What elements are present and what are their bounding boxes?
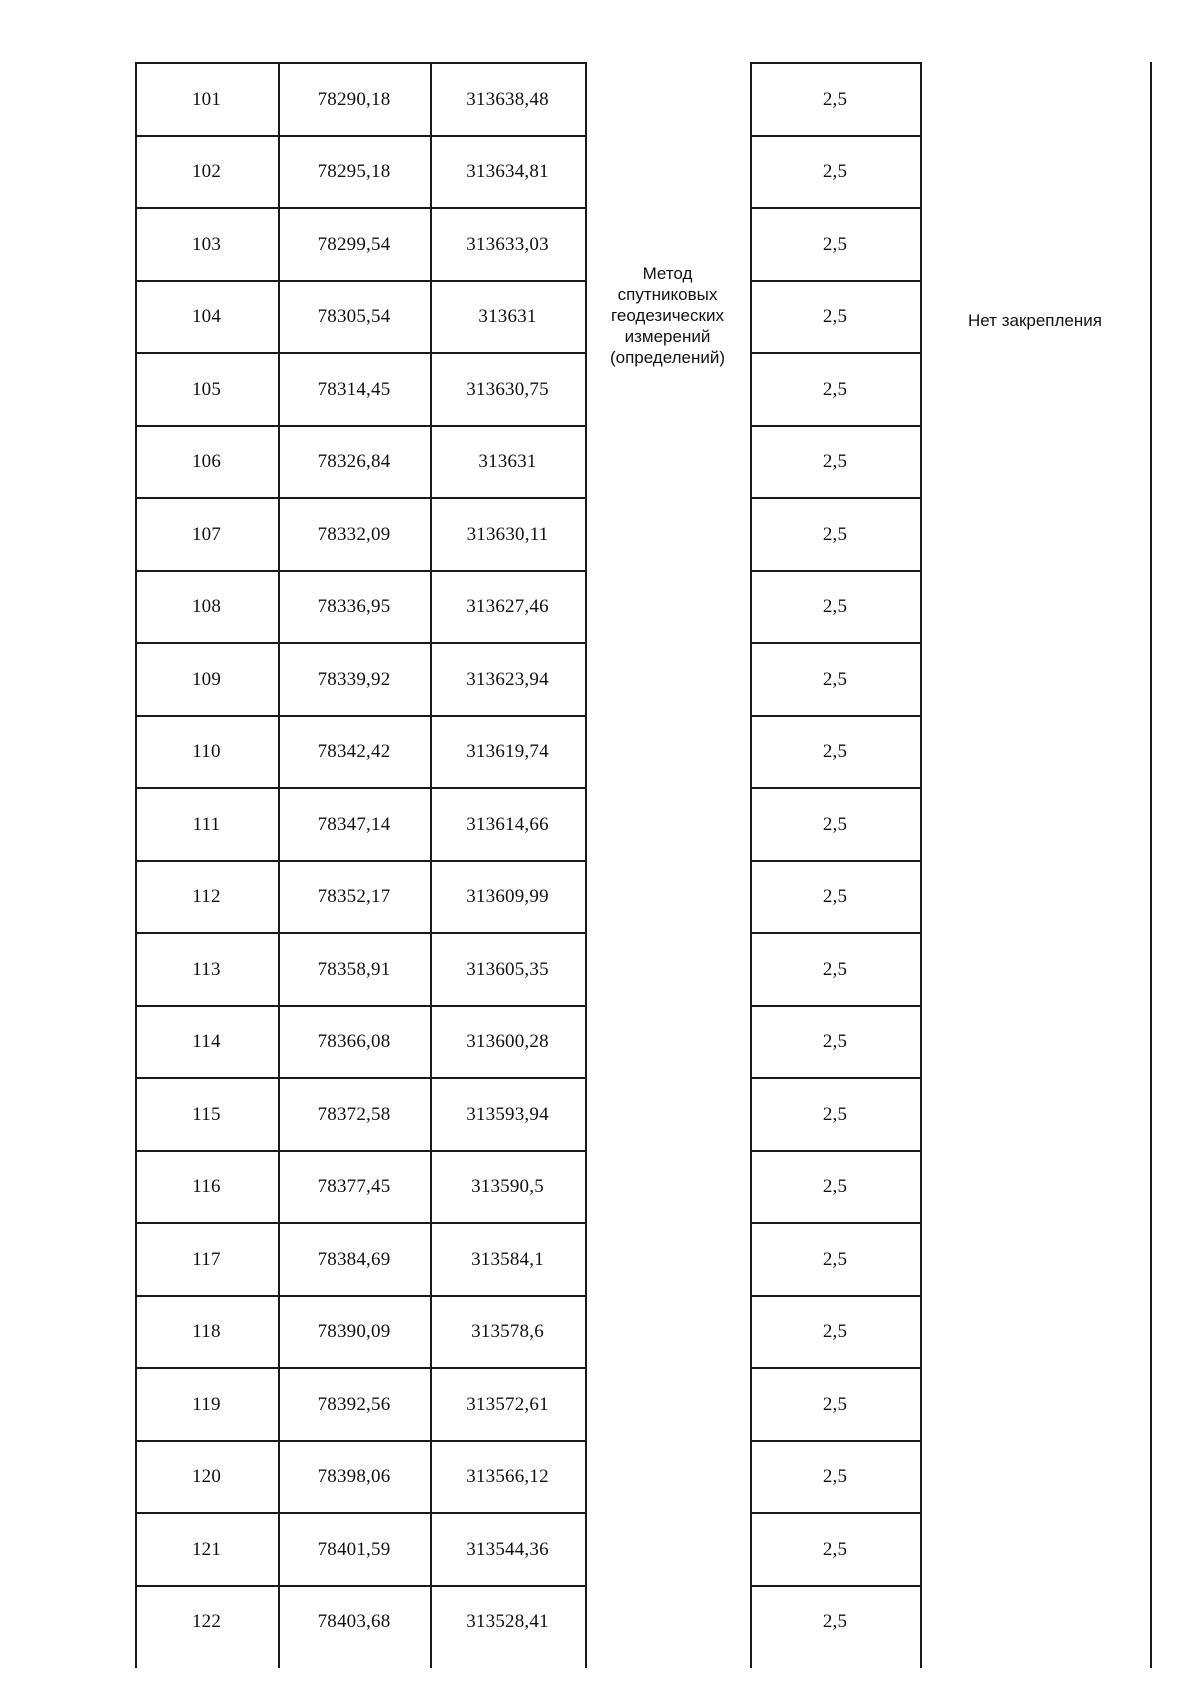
accuracy-cell: 2,5 [822,1031,848,1052]
y-coordinate-cell: 313572,61 [466,1393,549,1415]
y-coordinate-cell: 313544,36 [466,1538,549,1560]
y-coordinate-cell: 313630,75 [466,378,549,400]
y-coordinate-cell: 313614,66 [466,813,549,835]
y-coordinate-cell: 313638,48 [466,88,549,110]
accuracy-cell: 2,5 [822,451,848,472]
point-number-cell: 120 [191,1466,222,1487]
accuracy-column-line [920,62,922,1668]
y-coordinate-cell: 313631 [478,451,537,472]
y-coordinate-cell: 313528,41 [466,1611,549,1632]
accuracy-cell: 2,5 [822,1176,848,1197]
y-coordinate-cell: 313584,1 [471,1248,544,1270]
x-coordinate-cell: 78295,18 [317,161,391,182]
point-number-cell: 112 [192,886,221,907]
accuracy-cell: 2,5 [822,596,848,617]
x-coordinate-cell: 78314,45 [317,378,391,400]
x-coordinate-cell: 78377,45 [317,1176,391,1197]
right-border-line [1150,62,1152,1668]
point-number-cell: 114 [192,1031,221,1052]
y-coordinate-cell: 313600,28 [466,1031,549,1052]
point-number-cell: 115 [192,1103,221,1125]
x-coordinate-cell: 78401,59 [317,1538,391,1560]
accuracy-cell: 2,5 [822,161,848,182]
y-coordinate-cell: 313627,46 [466,596,549,617]
x-coordinate-cell: 78403,68 [317,1611,391,1632]
x-coordinate-cell: 78347,14 [317,813,391,835]
y-coordinate-cell: 313566,12 [466,1466,549,1487]
accuracy-cell: 2,5 [822,306,848,327]
accuracy-cell: 2,5 [822,233,848,255]
accuracy-cell: 2,5 [822,813,848,835]
y-coordinate-cell: 313593,94 [466,1103,549,1125]
point-number-cell: 117 [192,1248,221,1270]
point-number-cell: 113 [192,958,221,980]
y-coordinate-cell: 313630,11 [466,523,549,545]
point-number-cell: 110 [192,741,221,762]
accuracy-cell: 2,5 [822,886,848,907]
x-coordinate-cell: 78336,95 [317,596,391,617]
method-note: Метод спутниковых геодезических измерений (определений) [609,263,726,367]
accuracy-cell: 2,5 [822,668,848,690]
point-number-cell: 119 [192,1393,221,1415]
accuracy-cell: 2,5 [822,378,848,400]
y-coordinate-cell: 313619,74 [466,741,549,762]
accuracy-cell: 2,5 [822,1611,848,1632]
y-coordinate-cell: 313605,35 [466,958,549,980]
point-number-cell: 101 [191,88,222,110]
accuracy-cell: 2,5 [822,741,848,762]
point-number-cell: 107 [191,523,222,545]
point-number-cell: 102 [191,161,222,182]
accuracy-cell: 2,5 [822,1248,848,1270]
point-number-cell: 116 [192,1176,221,1197]
x-coordinate-cell: 78390,09 [317,1321,391,1342]
x-coordinate-cell: 78398,06 [317,1466,391,1487]
point-number-cell: 109 [191,668,222,690]
x-coordinate-cell: 78342,42 [317,741,391,762]
table-column-line [585,62,587,1668]
x-coordinate-cell: 78326,84 [317,451,391,472]
accuracy-cell: 2,5 [822,1393,848,1415]
x-coordinate-cell: 78384,69 [317,1248,391,1270]
x-coordinate-cell: 78358,91 [317,958,391,980]
point-number-cell: 122 [191,1611,222,1632]
fixing-note: Нет закрепления [968,310,1102,330]
point-number-cell: 106 [191,451,222,472]
accuracy-cell: 2,5 [822,1321,848,1342]
point-number-cell: 103 [191,233,222,255]
accuracy-cell: 2,5 [822,1103,848,1125]
x-coordinate-cell: 78339,92 [317,668,391,690]
x-coordinate-cell: 78372,58 [317,1103,391,1125]
accuracy-cell: 2,5 [822,958,848,980]
y-coordinate-cell: 313609,99 [466,886,549,907]
y-coordinate-cell: 313590,5 [471,1176,544,1197]
x-coordinate-cell: 78299,54 [317,233,391,255]
x-coordinate-cell: 78305,54 [317,306,391,327]
accuracy-cell: 2,5 [822,1466,848,1487]
point-number-cell: 105 [191,378,222,400]
point-number-cell: 104 [191,306,222,327]
point-number-cell: 108 [191,596,222,617]
x-coordinate-cell: 78332,09 [317,523,391,545]
y-coordinate-cell: 313633,03 [466,233,549,255]
y-coordinate-cell: 313578,6 [471,1321,544,1342]
x-coordinate-cell: 78352,17 [317,886,391,907]
x-coordinate-cell: 78366,08 [317,1031,391,1052]
y-coordinate-cell: 313623,94 [466,668,549,690]
accuracy-cell: 2,5 [822,1538,848,1560]
point-number-cell: 121 [191,1538,222,1560]
point-number-cell: 118 [192,1321,221,1342]
x-coordinate-cell: 78290,18 [317,88,391,110]
accuracy-cell: 2,5 [822,523,848,545]
accuracy-cell: 2,5 [822,88,848,110]
x-coordinate-cell: 78392,56 [317,1393,391,1415]
y-coordinate-cell: 313631 [478,306,537,327]
point-number-cell: 111 [192,813,221,835]
y-coordinate-cell: 313634,81 [466,161,549,182]
